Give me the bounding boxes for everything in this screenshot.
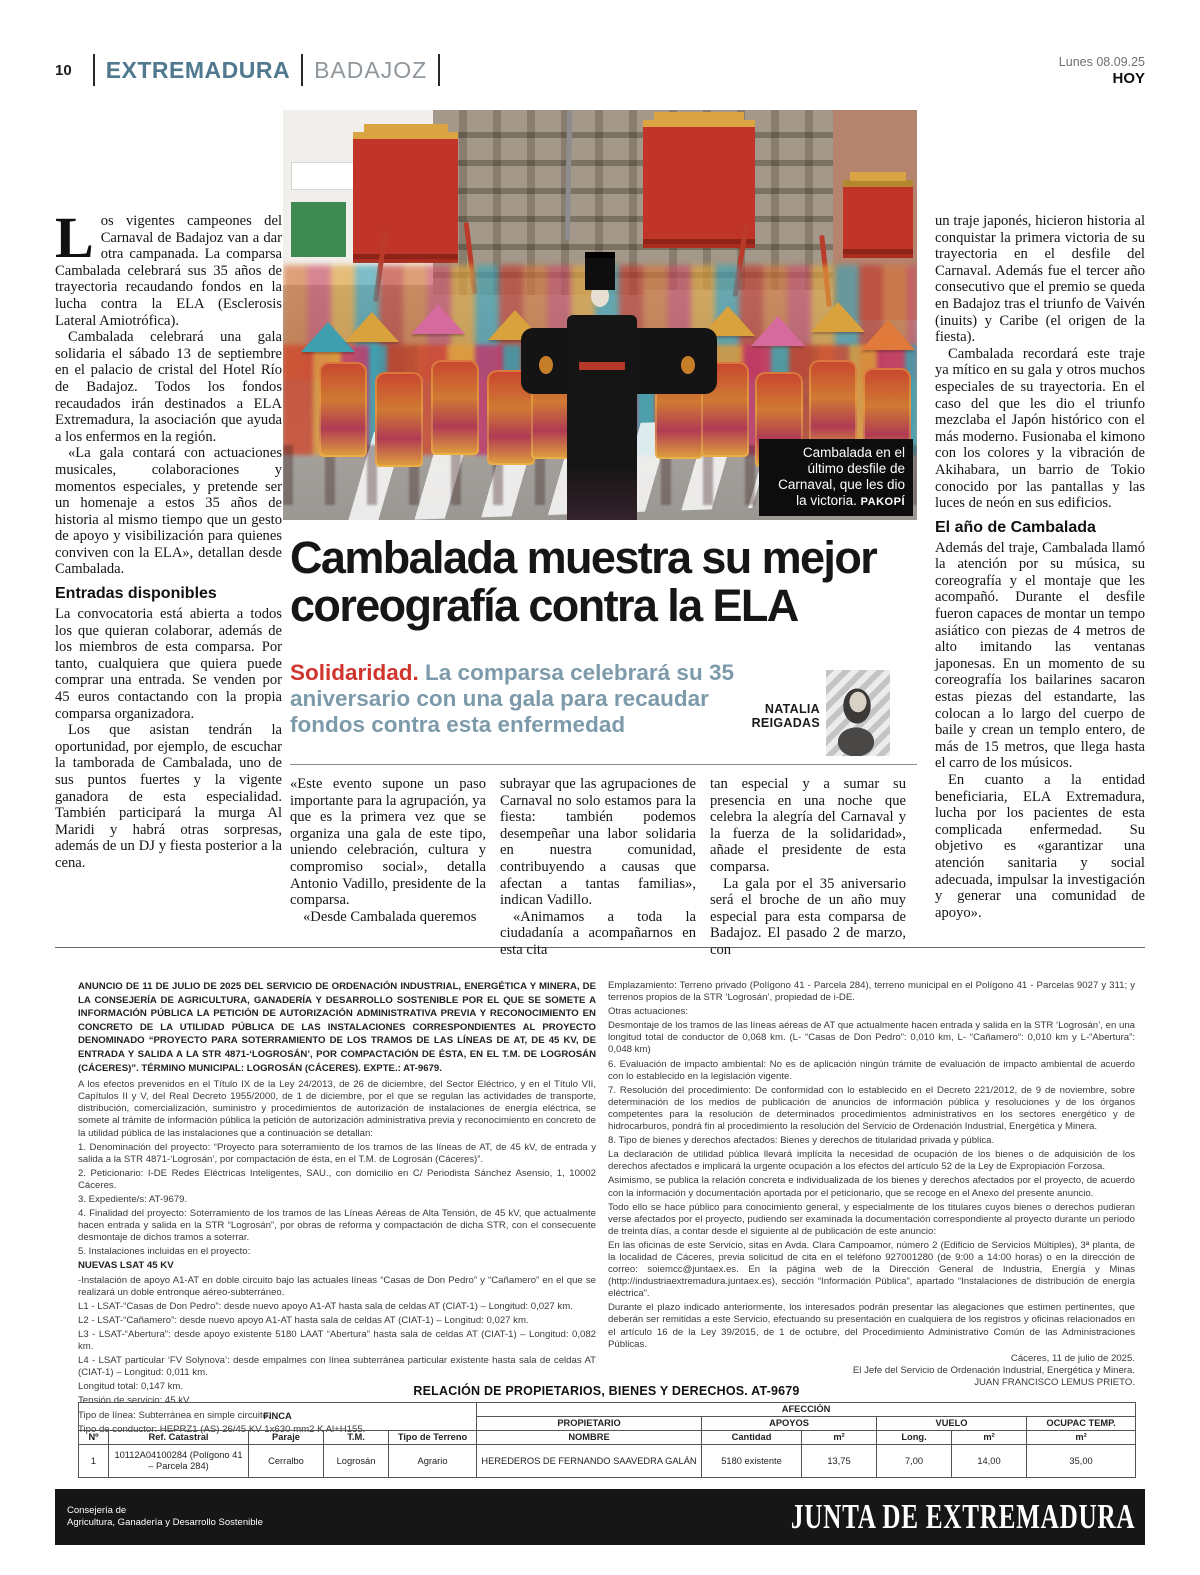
col-group-propietario: PROPIETARIO	[477, 1417, 702, 1431]
paragraph: «Animamos a toda la ciudadanía a acompañarnos en esta cita	[500, 908, 696, 958]
carnival-photo	[283, 110, 917, 520]
col-group-finca: FINCA	[79, 1403, 477, 1431]
legal-paragraph: Desmontaje de los tramos de las líneas aéreas de AT que actualmente hacen entrada y salida en la STR ‘Logrosán’, en una longitud total de conductor de 0,068 km. (L- “Casas de Don Pedro”: 0,010 km, L- “Cañamero”: 0,010 km y L-“Abertura”: 0,048 km)	[608, 1020, 1135, 1056]
byline-first-name: NATALIA	[764, 702, 820, 716]
drop-cap: L	[55, 205, 94, 270]
col-group-vuelo: VUELO	[877, 1417, 1027, 1431]
paragraph: En cuanto a la entidad beneficiaria, ELA Extremadura, lucha por los pacientes de esta complicada enfermedad. Su objetivo es «garantizar una atención sanitaria y social adecuada, impulsar la investigación y generar una comunidad de apoyo».	[935, 772, 1145, 921]
edition-date: Lunes 08.09.25	[1058, 55, 1145, 69]
legal-paragraph: A los efectos prevenidos en el Título IX de la Ley 24/2013, de 26 de diciembre, del Sector Eléctrico, y en el Título VII, Capítulos II y V, del Real Decreto 1955/2000, de 1 de diciembre, por el que se regulan las actividades de transporte, distribución, comercialización, suministro y procedimientos de autorización de instalaciones de energía eléctrica, se somete al trámite de información pública la petición de autorización administrativa previa y reconocimiento en concreto de la utilidad pública de las instalaciones que a continuación se detallan:	[78, 1079, 596, 1139]
col-header: Nº	[79, 1431, 109, 1445]
legal-paragraph: La declaración de utilidad pública llevará implícita la necesidad de ocupación de los bienes o de adquisición de los derechos afectados e implicará la urgente ocupación a los efectos del artículo 52 de la Ley de Expropiación Forzosa.	[608, 1149, 1135, 1173]
col-group-apoyos: APOYOS	[702, 1417, 877, 1431]
cell-ocupac-m2: 35,00	[1027, 1445, 1136, 1478]
storefront-green-shape	[291, 202, 346, 257]
paragraph: Los que asistan tendrán la oportunidad, por ejemplo, de escuchar la tamborada de Cambalada, uno de sus puntos fuertes y la vigente ganadora de esta especialidad. También participará la murga Al Maridi y habrá otras sorpresas, además de un DJ y fiesta posterior a la cena.	[55, 722, 282, 871]
article-column-left	[55, 205, 282, 872]
cell-nombre: HEREDEROS DE FERNANDO SAAVEDRA GALÁN	[477, 1445, 702, 1478]
paragraph: tan especial y a sumar su presencia en una noche que celebra la alegría del Carnaval y la fuerza de la solidaridad», añade el presidente de esta comparsa.	[710, 776, 906, 875]
col-header: T.M.	[324, 1431, 389, 1445]
paragraph: Cambalada recordará este traje ya mítico en su gala y otros muchos especiales de su trayectoria. En el caso del que les dio el triunfo mezclaba el Japón histórico con el más moderno. Fusionaba el kimono con los colores y la vibración de Akihabara, un barrio de Tokio conocido por las pantallas y las luces de neón en sus edificios.	[935, 345, 1145, 512]
cell-numero: 1	[79, 1445, 109, 1478]
legal-paragraph: 1. Denominación del proyecto: “Proyecto para soterramiento de los tramos de las líneas de AT, de 45 kV, de entrada y salida a la STR 4871-‘Logrosán’, por compactación de ésta, en el T.M. de Logrosán (Cáceres)”.	[78, 1141, 596, 1165]
cell-tipo-terreno: Agrario	[389, 1445, 477, 1478]
article-column-1	[290, 776, 486, 925]
headline-line-1: Cambalada muestra su mejor	[290, 532, 877, 583]
legal-paragraph: Longitud total: 0,147 km.	[78, 1381, 184, 1393]
paragraph	[55, 205, 282, 329]
lead-figure-robe	[567, 315, 637, 520]
masthead-block	[1059, 55, 1145, 87]
legal-paragraph: En las oficinas de este Servicio, sitas en Avda. Clara Campoamor, número 2 (Edificio de Servicios Múltiples), 3ª planta, de la localidad de Cáceres, previa solicitud de cita en el teléfono 927001280 (de 9:00 a 14:00 horas) o en la dirección de correo: soiemcc@juntaex.es. En la página web de la Dirección General de Industria, Energía y Minas (http://industriaextremadura.juntaex.es), sección “Información Pública”, apartado “Instalaciones de distribución de energía eléctrica”.	[608, 1239, 1135, 1300]
legal-paragraph: Otras actuaciones:	[608, 1006, 688, 1018]
col-header: m²	[1027, 1431, 1136, 1445]
header-divider	[93, 54, 95, 86]
legal-paragraph: 5. Instalaciones incluidas en el proyecto:	[78, 1246, 251, 1258]
deck-kicker: Solidaridad.	[290, 660, 419, 685]
red-lantern-shape	[353, 132, 458, 259]
article-column-3	[710, 776, 906, 959]
robe-dragon-detail	[539, 356, 553, 374]
paragraph: «La gala contará con actuaciones musicales, colaboraciones y momentos especiales, y pretende ser un homenaje a estos 35 años de historia al mismo tiempo que un gesto de apoyo y visibilización para quienes conviven con la ELA», detallan desde Cambalada.	[55, 445, 282, 578]
article-column-2	[500, 776, 696, 959]
legal-paragraph: Durante el plazo indicado anteriormente, los interesados podrán presentar las alegaciones que estimen pertinentes, que deberán ser remitidas a este Servicio, efectuando su presentación en cualquiera de los registros y oficinas relacionados en el artículo 16 de la Ley 39/2015, de 1 de octubre, del Procedimiento Administrativo Común de las Administraciones Públicas.	[608, 1302, 1135, 1350]
page-number: 10	[55, 61, 72, 79]
author-photo	[826, 670, 890, 756]
cell-long: 7,00	[877, 1445, 952, 1478]
paragraph: La gala por el 35 aniversario será el broche de un año muy especial para esta comparsa de Badajoz. El pasado 2 de marzo, con	[710, 875, 906, 958]
conical-hat-shape	[811, 302, 865, 332]
legal-paragraph: 8. Tipo de bienes y derechos afectados: Bienes y derechos de titularidad privada y pública.	[608, 1135, 995, 1147]
paragraph: «Este evento supone un paso importante para la agrupación, ya que es la primera vez que se organiza una gala de este tipo, uniendo celebración, cultura y compromiso social», detalla Antonio Vadillo, presidente de la comparsa.	[290, 776, 486, 909]
conical-hat-shape	[751, 316, 805, 346]
header-divider	[438, 54, 440, 86]
legal-paragraph: L3 - LSAT-“Abertura”: desde apoyo existente 5180 LAAT “Abertura” hasta sala de celdas AT (CIAT-1) – Longitud: 0,082 km.	[78, 1328, 596, 1353]
legal-paragraph: L1 - LSAT-“Casas de Don Pedro”: desde nuevo apoyo A1-AT hasta sala de celdas AT (CIAT-1) – Longitud: 0,027 km.	[78, 1300, 573, 1312]
section-title: EXTREMADURA	[105, 56, 291, 83]
legal-sign-role: El Jefe del Servicio de Ordenación Industrial, Energética y Minera.	[852, 1364, 1135, 1376]
col-header: Tipo de Terreno	[389, 1431, 477, 1445]
paragraph: un traje japonés, hicieron historia al conquistar la primera victoria de su trayectoria en el desfile del Carnaval. Además fue el tercer año consecutivo que el premio se queda en Badajoz tras el triunfo de Vaivén (inuits) y Caribe (el origen de la fiesta).	[935, 213, 1145, 346]
legal-sign-name: JUAN FRANCISCO LEMUS PRIETO.	[974, 1376, 1135, 1388]
legal-paragraph: 4. Finalidad del proyecto: Soterramiento de los tramos de las Líneas Aéreas de Alta Tensión, de 45 kV, que actualmente hacen entrada y salida en la STR “Logrosán”, por obras de reforma y compactación de dicha STR, con el consecuente desmontaje de dichos tramos a soterrar.	[78, 1208, 596, 1244]
table-row	[79, 1445, 1136, 1478]
photo-caption	[759, 439, 913, 516]
article-headline	[290, 534, 920, 630]
paragraph: subrayar que las agrupaciones de Carnaval no solo estamos para la fiesta: también podemos desempeñar una labor solidaria en nuestra comunidad, contribuyendo a causas que afectan a tantas familias», indican Vadillo.	[500, 776, 696, 909]
header-divider	[301, 54, 303, 86]
headline-line-2: coreografía contra la ELA	[290, 580, 798, 631]
conical-hat-shape	[345, 312, 399, 342]
legal-sign-place-date: Cáceres, 11 de julio de 2025.	[1010, 1352, 1135, 1364]
red-banner-shape	[843, 180, 913, 254]
legal-paragraph: Todo ello se hace público para conocimiento general, y especialmente de los titulares cuyos bienes o derechos pudieran verse afectados por el proyecto, pudiendo ser examinada la documentación correspondiente al proyecto durante un periodo de treinta días, a contar desde el siguiente al de publicación de este anuncio:	[608, 1201, 1135, 1237]
col-group-afeccion: AFECCIÓN	[477, 1403, 1136, 1417]
crosshead-ano-cambalada: El año de Cambalada	[935, 518, 1096, 536]
legal-paragraph: 3. Expediente/s: AT-9679.	[78, 1194, 188, 1205]
col-group-ocupac: OCUPAC TEMP.	[1027, 1417, 1136, 1431]
red-lantern-shape	[643, 120, 755, 244]
byline-last-name: REIGADAS	[751, 716, 820, 730]
legal-paragraph: Asimismo, se publica la relación concreta e individualizada de los bienes y derechos afectados por el proyecto, de acuerdo con la información y documentación aportada por el peticionario, que se recoge en el Anexo del presente anuncio.	[608, 1175, 1135, 1199]
col-header: Ref. Catastral	[109, 1431, 249, 1445]
legal-paragraph: 2. Peticionario: I-DE Redes Eléctricas Inteligentes, SAU., con domicilio en C/ Periodista Sánchez Asensio, 1, 10002 Cáceres.	[78, 1167, 596, 1191]
dancer-shape	[375, 372, 423, 467]
cell-apoyos-m2: 13,75	[802, 1445, 877, 1478]
legal-subheading: NUEVAS LSAT 45 KV	[78, 1260, 174, 1272]
legal-notice-title: ANUNCIO DE 11 DE JULIO DE 2025 DEL SERVICIO DE ORDENACIÓN INDUSTRIAL, ENERGÉTICA Y MINERA, DE LA CONSEJERÍA DE AGRICULTURA, GANADERÍA Y DESARROLLO SOSTENIBLE POR EL QUE SE SOMETE A INFORMACIÓN PÚBLICA LA PETICIÓN DE AUTORIZACIÓN ADMINISTRATIVA PREVIA Y RECONOCIMIENTO EN CONCRETO DE LA UTILIDAD PÚBLICA DE LAS INSTALACIONES CORRESPONDIENTES AL PROYECTO DENOMINADO “PROYECTO PARA SOTERRAMIENTO DE LOS TRAMOS DE LAS LÍNEAS DE AT, DE 45 KV, DE ENTRADA Y SALIDA A LA STR 4871-‘LOGROSÁN’, POR COMPACTACIÓN DE ÉSTA, EN EL T.M. DE LOGROSÁN (CÁCERES)”. TÉRMINO MUNICIPAL: LOGROSÁN (CÁCERES). EXPTE.: AT-9679.	[78, 981, 596, 1074]
conical-hat-shape	[861, 320, 915, 350]
cell-ref-catastral: 10112A04100284 (Polígono 41 – Parcela 284)	[109, 1445, 249, 1478]
legal-paragraph: 7. Resolución del procedimiento: De conformidad con lo establecido en el Decreto 221/2012, de 9 de noviembre, sobre determinación de los medios de publicación de anuncios de información pública y resoluciones y de los órganos competentes para la resolución de determinados procedimientos administrativos en los sectores energético y de hidrocarburos, pondrá fin al procedimiento la resolución del Servicio de Ordenación Industrial, Energética y Minera.	[608, 1084, 1135, 1133]
col-header: Cantidad	[702, 1431, 802, 1445]
legal-paragraph: 6. Evaluación de impacto ambiental: No es de aplicación ningún trámite de evaluación de impacto ambiental de acuerdo con lo establecido en la legislación vigente.	[608, 1058, 1135, 1082]
legal-paragraph: Tensión de servicio: 45 kV.	[78, 1395, 192, 1407]
photo-caption-text: Cambalada en el último desfile de Carnaval, que les dio la victoria.	[778, 445, 905, 508]
department-label	[67, 1505, 263, 1529]
lead-figure-hat	[585, 252, 615, 290]
legal-paragraph: L4 - LSAT particular ‘FV Solynova’: desde empalmes con línea subterránea particular existente hasta sala de celdas AT (CIAT-1) – Longitud: 0,011 km.	[78, 1355, 596, 1379]
annex-table	[78, 1402, 1136, 1478]
cell-vuelo-m2: 14,00	[952, 1445, 1027, 1478]
cell-cantidad: 5180 existente	[702, 1445, 802, 1478]
col-header: Long.	[877, 1431, 952, 1445]
deck-rule	[290, 764, 917, 765]
col-header: m²	[952, 1431, 1027, 1445]
conical-hat-shape	[411, 304, 465, 334]
subsection-title: BADAJOZ	[314, 56, 428, 83]
crosshead-entradas: Entradas disponibles	[55, 585, 217, 603]
col-header: Paraje	[249, 1431, 324, 1445]
cell-paraje: Cerralbo	[249, 1445, 324, 1478]
dancer-shape	[431, 360, 479, 455]
legal-paragraph: -Instalación de apoyo A1-AT en doble circuito bajo las actuales líneas “Casas de Don Pedro” y “Cañamero” en el que se realizará un doble entronque aéreo-subterráneo.	[78, 1274, 596, 1298]
legal-paragraph: L2 - LSAT-“Cañamero”: desde nuevo apoyo A1-AT hasta sala de celdas AT (CIAT-1) – Longitud: 0,027 km.	[78, 1314, 529, 1326]
paragraph-text: os vigentes campeones del Carnaval de Badajoz van a dar otra campanada. La comparsa Cambalada celebrará sus 35 años de trayectoria recaudando fondos en la lucha contra la ELA (Esclerosis Lateral Amiotrófica).	[55, 213, 282, 329]
junta-extremadura-logo: JUNTA DE EXTREMADURA	[790, 1497, 1135, 1536]
newspaper-logo: HOY	[1112, 70, 1145, 87]
col-header: NOMBRE	[477, 1431, 702, 1445]
photo-credit: PAKOPÍ	[860, 496, 905, 508]
robe-sash-detail	[579, 362, 625, 370]
cell-tm: Logrosán	[324, 1445, 389, 1478]
paragraph: «Desde Cambalada queremos	[303, 908, 477, 925]
dancer-shape	[319, 362, 367, 457]
paragraph: Además del traje, Cambalada llamó la atención por su música, su coreografía y el montaje que les acompañó. Durante el desfile fueron capaces de montar un tempo asiático con piezas de 4 metros de alto imitando las ventanas japonesas. En un momento de su coreografía los bailarines sacaron estas piezas del estandarte, las colocan a lo largo del cuerpo de baile y crean un templo entero, de más de 15 metros, que llega hasta el carro de los músicos.	[935, 539, 1145, 772]
legal-notice-column-left	[78, 980, 596, 1438]
robe-dragon-detail	[681, 356, 695, 374]
legal-paragraph: Tipo de línea: Subterránea en simple circuito.	[78, 1409, 271, 1421]
byline	[690, 702, 820, 730]
col-header: m²	[802, 1431, 877, 1445]
page-header	[55, 54, 451, 86]
junta-footer-bar	[55, 1489, 1145, 1545]
paragraph: La convocatoria está abierta a todos los que quieran colaborar, además de los miembros de esta comparsa. Por tanto, cualquiera que quiera puede comprar una entrada. Se venden por 45 euros contactando con la propia comparsa organizadora.	[55, 606, 282, 722]
legal-paragraph: Emplazamiento: Terreno privado (Polígono 41 - Parcela 284), terreno municipal en el Polígono 41 - Parcelas 9027 y 311; y terrenos propios de la STR ‘Logrosán’, propiedad de i-DE.	[608, 980, 1135, 1004]
legal-paragraph: Tipo de conductor: HEPRZ1 (AS) 26/45 KV 1x630 mm2 K Al+H155.	[78, 1423, 366, 1435]
department-line-2: Agricultura, Ganadería y Desarrollo Sostenible	[67, 1517, 263, 1528]
legal-notice-column-right	[608, 980, 1135, 1389]
deck-text: La comparsa celebrará su 35 aniversario con una gala para recaudar fondos contra esta enfermedad	[290, 660, 734, 737]
article-column-right	[935, 213, 1145, 921]
department-line-1: Consejería de	[67, 1505, 127, 1516]
paragraph: Cambalada celebrará una gala solidaria el sábado 13 de septiembre en el palacio de cristal del Hotel Río de Badajoz. Todos los fondos recaudados irán destinados a ELA Extremadura, la asociación que ayuda a los enfermos en la región.	[55, 329, 282, 445]
annex-table-title: RELACIÓN DE PROPIETARIOS, BIENES Y DERECHOS. AT-9679	[413, 1384, 800, 1398]
